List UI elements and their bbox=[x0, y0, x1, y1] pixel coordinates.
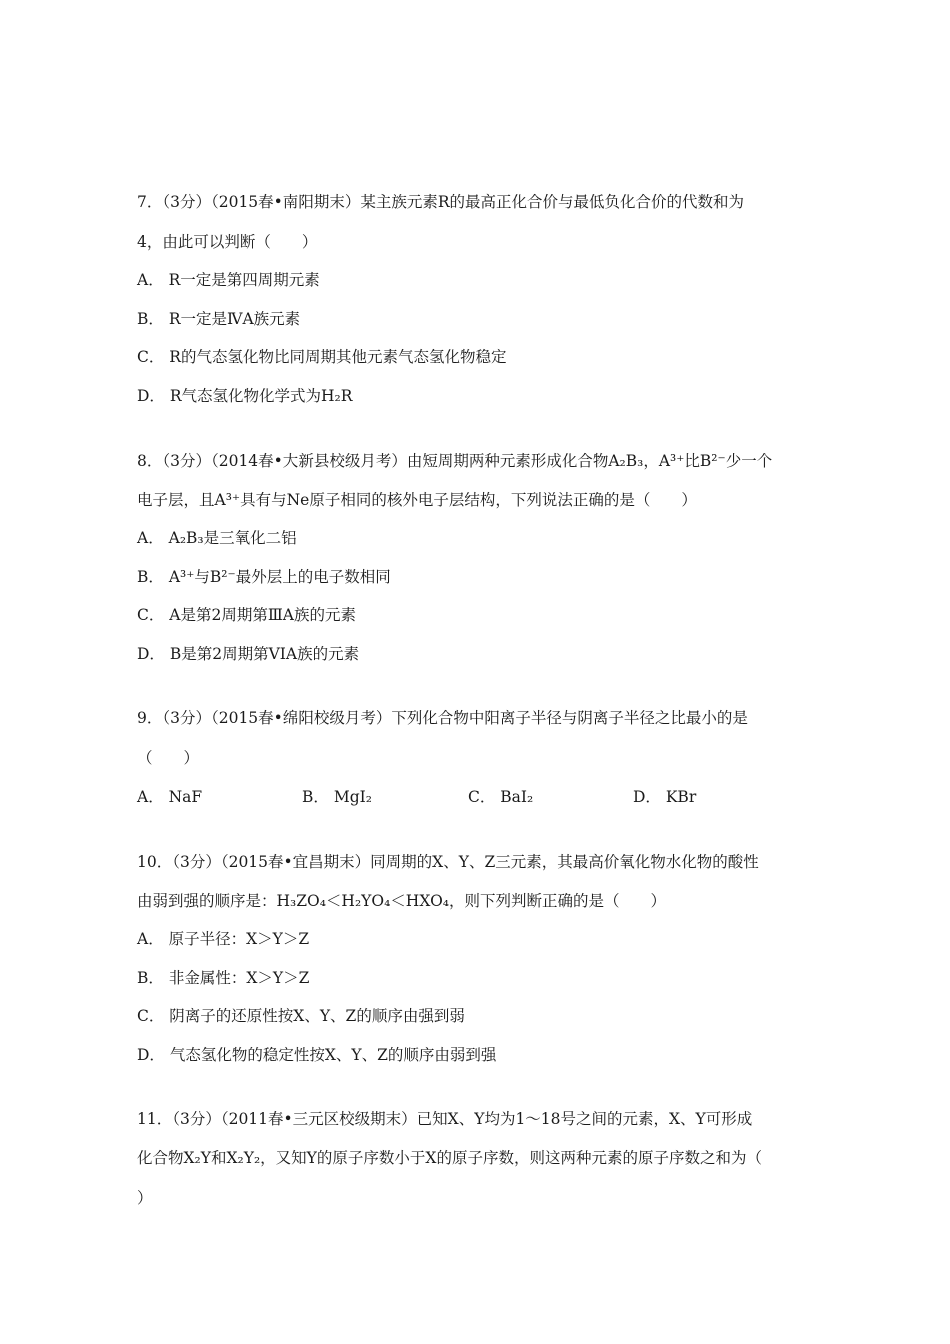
q9-option-c: C． BaI₂ bbox=[468, 788, 534, 806]
q10-option-a: A． 原子半径：X＞Y＞Z bbox=[137, 930, 310, 948]
q10-option-d: D． 气态氢化物的稳定性按X、Y、Z的顺序由弱到强 bbox=[137, 1046, 497, 1064]
q10-option-b: B． 非金属性：X＞Y＞Z bbox=[137, 969, 310, 987]
q10-stem-line2: 由弱到强的顺序是：H₃ZO₄＜H₂YO₄＜HXO₄，则下列判断正确的是（ ） bbox=[137, 892, 667, 910]
q10-stem-line1: 10．（3分）（2015春•宜昌期末）同周期的X、Y、Z三元素，其最高价氧化物水化物的酸性 bbox=[137, 853, 759, 871]
q8-option-a: A． A₂B₃是三氧化二铝 bbox=[137, 529, 297, 547]
q9-stem-line1: 9．（3分）（2015春•绵阳校级月考）下列化合物中阳离子半径与阴离子半径之比最小的是 bbox=[137, 709, 748, 727]
q7-stem-line1: 7．（3分）（2015春•南阳期末）某主族元素R的最高正化合价与最低负化合价的代数和为 bbox=[137, 193, 744, 211]
q10-option-c: C． 阴离子的还原性按X、Y、Z的顺序由强到弱 bbox=[137, 1007, 465, 1025]
q8-option-c: C． A是第2周期第ⅢA族的元素 bbox=[137, 606, 356, 624]
q7-option-c: C． R的气态氢化物比同周期其他元素气态氢化物稳定 bbox=[137, 348, 507, 366]
q7-option-a: A． R一定是第四周期元素 bbox=[137, 271, 320, 289]
q7-option-b: B． R一定是ⅣA族元素 bbox=[137, 310, 301, 328]
q9-option-a: A． NaF bbox=[137, 788, 203, 806]
q11-stem-line3: ） bbox=[137, 1189, 153, 1207]
q9-option-b: B． MgI₂ bbox=[302, 788, 372, 806]
q11-stem-line2: 化合物X₂Y和X₂Y₂，又知Y的原子序数小于X的原子序数，则这两种元素的原子序数之和为（ bbox=[137, 1149, 762, 1167]
q9-stem-line2: （ ） bbox=[137, 749, 200, 767]
q9-option-d: D． KBr bbox=[633, 788, 697, 806]
q8-option-b: B． A³⁺与B²⁻最外层上的电子数相同 bbox=[137, 568, 391, 586]
q8-option-d: D． B是第2周期第VIA族的元素 bbox=[137, 645, 360, 663]
q7-stem-line2: 4，由此可以判断（ ） bbox=[137, 233, 318, 251]
q8-stem-line2: 电子层，且A³⁺具有与Ne原子相同的核外电子层结构，下列说法正确的是（ ） bbox=[137, 491, 697, 509]
q9-options-row bbox=[137, 786, 837, 808]
q8-stem-line1: 8．（3分）（2014春•大新县校级月考）由短周期两种元素形成化合物A₂B₃，A³⁺比B²⁻少一个 bbox=[137, 452, 773, 470]
q7-option-d: D． R气态氢化物化学式为H₂R bbox=[137, 387, 353, 405]
q11-stem-line1: 11．（3分）（2011春•三元区校级期末）已知X、Y均为1～18号之间的元素，X、Y可形成 bbox=[137, 1110, 753, 1128]
